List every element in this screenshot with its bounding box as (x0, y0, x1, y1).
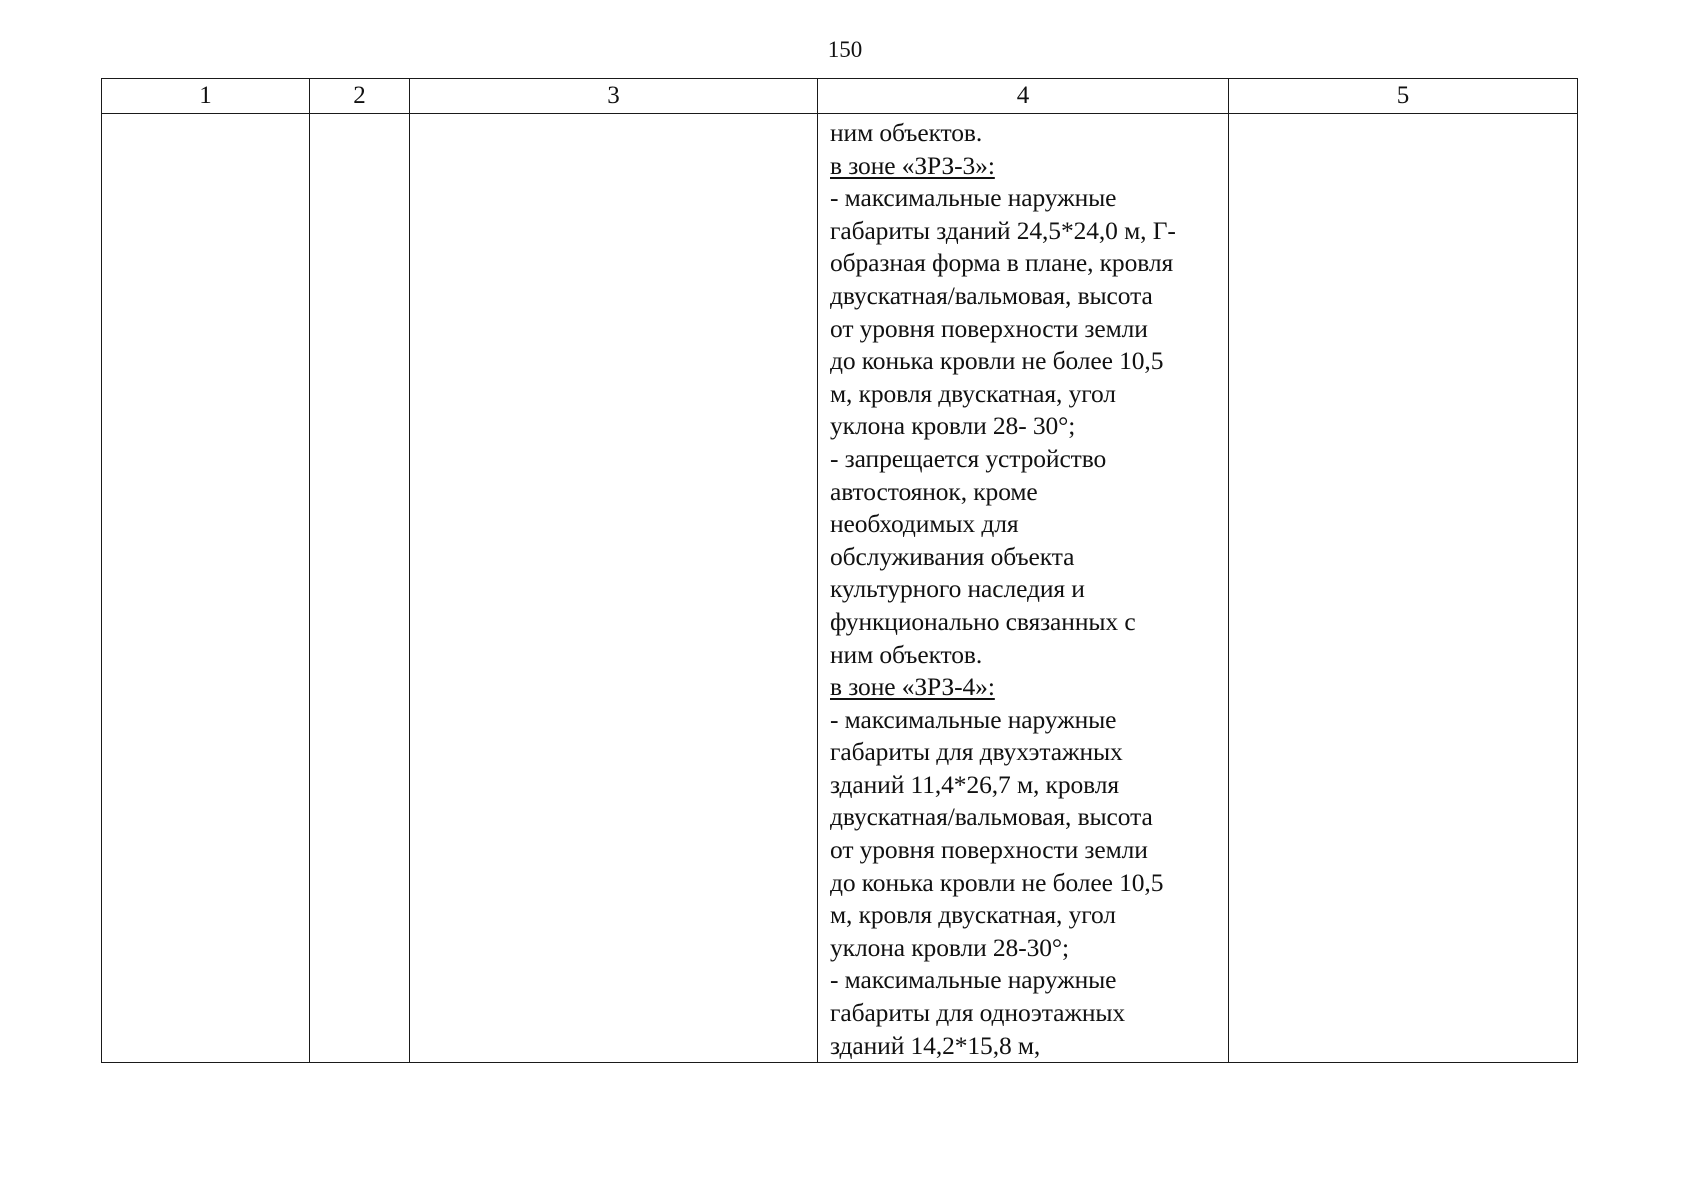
page-number: 150 (827, 37, 863, 62)
text-line: обслуживания объекта (830, 541, 1075, 571)
text-line: габариты для одноэтажных (830, 998, 1126, 1028)
cell-col2 (310, 114, 410, 1063)
text-line: зданий 11,4*26,7 м, кровля (830, 769, 1119, 799)
text-line: зданий 14,2*15,8 м, (830, 1030, 1041, 1060)
text-line: м, кровля двускатная, угол (830, 378, 1116, 408)
text-line: - максимальные наружные (830, 183, 1117, 213)
table-row (102, 114, 1578, 1063)
text-line: - максимальные наружные (830, 965, 1117, 995)
text-line: от уровня поверхности земли (830, 313, 1148, 343)
cell-col5 (1229, 114, 1578, 1063)
text-line: габариты зданий 24,5*24,0 м, Г- (830, 215, 1176, 245)
text-line: - максимальные наружные (830, 704, 1117, 734)
text-line: габариты для двухэтажных (830, 737, 1123, 767)
text-line: уклона кровли 28-30°; (830, 932, 1069, 962)
text-line: функционально связанных с (830, 606, 1136, 636)
text-line: автостоянок, кроме (830, 476, 1038, 506)
zone-heading: в зоне «ЗРЗ-3»: (830, 150, 995, 180)
text-line: двускатная/вальмовая, высота (830, 280, 1153, 310)
cell-col1 (102, 114, 310, 1063)
column-header-5: 5 (1229, 79, 1578, 114)
requirements-text (818, 114, 1228, 1062)
text-line: уклона кровли 28- 30°; (830, 411, 1076, 441)
text-line: необходимых для (830, 509, 1019, 539)
text-line: двускатная/вальмовая, высота (830, 802, 1153, 832)
text-line: ним объектов. (830, 118, 983, 147)
cell-col4 (818, 114, 1229, 1063)
column-header-3: 3 (410, 79, 818, 114)
text-line: образная форма в плане, кровля (830, 248, 1174, 278)
text-line: культурного наследия и (830, 574, 1085, 604)
text-line: м, кровля двускатная, угол (830, 900, 1116, 930)
column-header-2: 2 (310, 79, 410, 114)
text-line: до конька кровли не более 10,5 (830, 867, 1164, 897)
column-header-1: 1 (102, 79, 310, 114)
text-line: до конька кровли не более 10,5 (830, 346, 1164, 376)
cell-col3 (410, 114, 818, 1063)
text-line: - запрещается устройство (830, 443, 1107, 473)
table-header-row (102, 79, 1578, 114)
text-line: ним объектов. (830, 639, 983, 669)
zone-heading: в зоне «ЗРЗ-4»: (830, 672, 995, 702)
regulations-table (101, 78, 1578, 1063)
text-line: от уровня поверхности земли (830, 835, 1148, 865)
column-header-4: 4 (818, 79, 1229, 114)
